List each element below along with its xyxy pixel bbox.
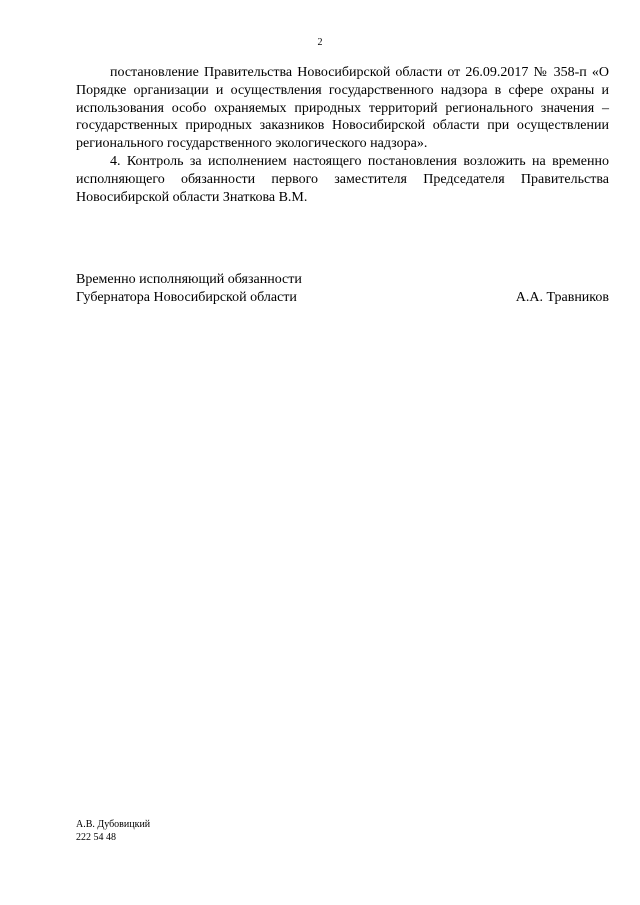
paragraph-control-clause: 4. Контроль за исполнением настоящего постановления возложить на временно исполняющего обязанности первого заместителя Председателя Правительства Новосибирской области Знаткова В.М.	[76, 153, 609, 205]
signature-position-1: Временно исполняющий обязанности	[76, 272, 302, 287]
paragraph-prior-decree: постановление Правительства Новосибирской области от 26.09.2017 № 358-п «О Порядке организации и осуществления государственного надзора в сфере охраны и использования особо охраняемых природных территорий регионального значения – государственных природных заказников Новосибирской области при осуществлении регионального государственного экологического надзора».	[76, 65, 609, 152]
document-body	[76, 64, 609, 206]
page-number: 2	[317, 37, 323, 48]
signatory-name: А.А. Травников	[515, 290, 609, 305]
signature-position-line-1	[76, 271, 609, 289]
signature-position-2: Губернатора Новосибирской области	[76, 290, 297, 305]
signature-block	[76, 271, 609, 307]
executor-footer	[76, 818, 150, 844]
executor-phone: 222 54 48	[76, 832, 116, 843]
executor-name: А.В. Дубовицкий	[76, 819, 151, 830]
signature-position-line-2	[76, 289, 609, 307]
